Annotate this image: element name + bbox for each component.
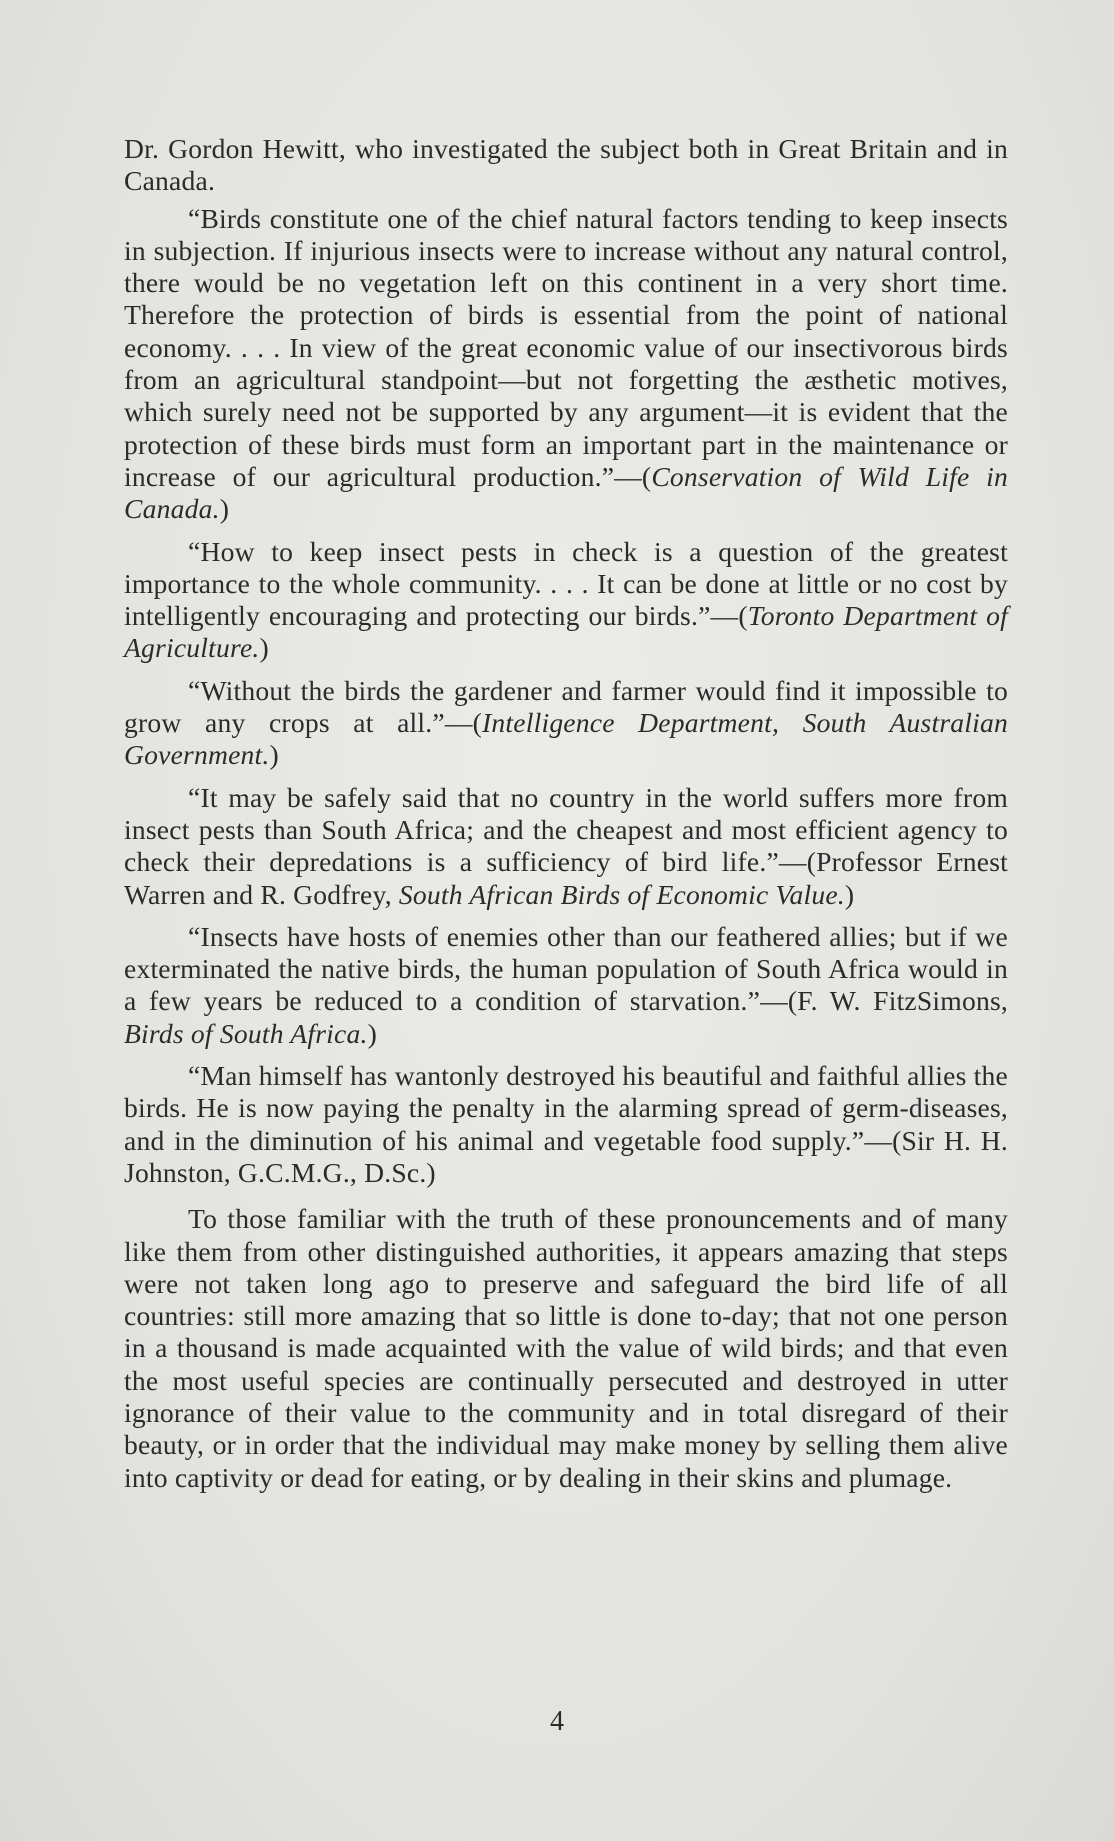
page-number: 4 xyxy=(550,1706,564,1737)
text-segment: “It may be safely said that no country in the world suffers more from insect pests than South Africa; and the cheapest and most efficient agency to check their depredations is a sufficiency of bird life.”—(Professor Ernest Warren and R. Godfrey, xyxy=(124,781,1008,910)
quote-paragraph-conservation xyxy=(124,203,1008,526)
text-segment: Dr. Gordon Hewitt, who investigated the subject both in Great Britain and in Canada. xyxy=(124,133,1008,197)
citation-title: Birds of South Africa. xyxy=(124,1017,368,1049)
text-segment: “Without the birds the gardener and farmer would find it impossible to grow any crops at all.”—( xyxy=(124,674,1008,739)
quote-paragraph-south-australia xyxy=(124,675,1008,772)
text-segment: “Insects have hosts of enemies other than our feathered allies; but if we exterminated the native birds, the human population of South Africa would in a few years be reduced to a condition of starvation.”—(F. W. FitzSimons, xyxy=(124,920,1008,1017)
text-segment: “Birds constitute one of the chief natural factors tending to keep insects in subjection. If injurious insects were to increase without any natural control, there would be no vegetation left on this continent in a very short time. Therefore the protection of birds is essential from the point of national economy. . . . In view of the great economic value of our insectivorous birds from an agricultural standpoint—but not forgetting the æsthetic motives, which surely need not be supported by any argument—it is evident that the protection of these birds must form an important part in the maintenance or increase of our agricultural production.”—( xyxy=(124,202,1008,492)
text-segment: ) xyxy=(367,1017,377,1049)
citation-title: Conservation of Wild Life in Canada. xyxy=(124,460,1008,525)
text-segment: ) xyxy=(269,739,279,771)
citation-title: South African Birds of Economic Value. xyxy=(398,878,845,910)
text-segment: ) xyxy=(219,493,230,525)
body-text xyxy=(124,133,1008,1494)
quote-paragraph-toronto xyxy=(124,536,1008,665)
text-segment: To those familiar with the truth of these pronouncements and of many like them from other distinguished authorities, it appears amazing that steps were not taken long ago to preserve and safeguard the bird life of all countries: still more amazing that so little is done to-day; that not one person in a thousand is made acquainted with the value of wild birds; and that even the most useful species are continually persecuted and destroyed in utter ignorance of their value to the community and in total disregard of their beauty, or in order that the individual may make money by selling them alive into captivity or dead for eating, or by dealing in their skins and plumage. xyxy=(124,1203,1008,1493)
text-segment: “Man himself has wantonly destroyed his beautiful and faithful allies the birds. He is now paying the penalty in the alarming spread of germ-diseases, and in the diminution of his animal and vegetable food supply.”—(Sir H. H. Johnston, G.C.M.G., D.Sc.) xyxy=(124,1060,1008,1188)
text-segment: ) xyxy=(259,632,269,664)
citation-title: Intelligence Department, South Australian Government. xyxy=(124,707,1008,771)
closing-paragraph xyxy=(124,1203,1008,1494)
quote-paragraph-warren-godfrey xyxy=(124,782,1008,911)
text-segment: “How to keep insect pests in check is a question of the greatest importance to the whole community. . . . It can be done at little or no cost by intelligently encouraging and protecting our birds.”—( xyxy=(124,535,1008,632)
text-segment: ) xyxy=(844,878,855,910)
quote-paragraph-fitzsimons xyxy=(124,921,1008,1050)
paragraph-continuation xyxy=(124,133,1008,198)
quote-paragraph-johnston xyxy=(124,1060,1008,1189)
citation-title: Toronto Department of Agriculture. xyxy=(124,600,1008,664)
